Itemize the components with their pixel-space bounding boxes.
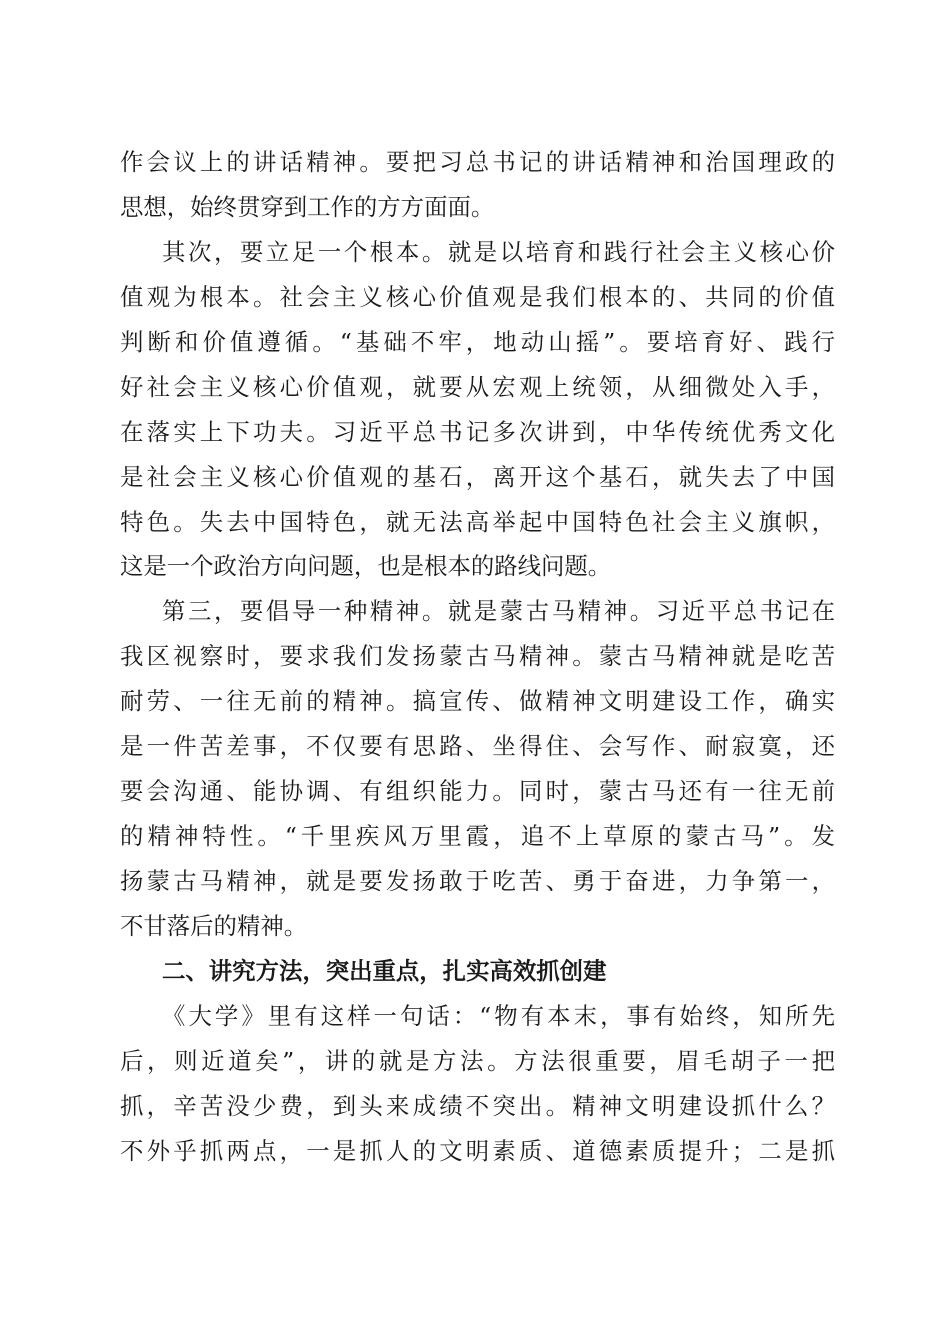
paragraph-line: 是社会主义核心价值观的基石，离开这个基石，就失去了中国 [120,463,835,491]
paragraph-line: 其次，要立足一个根本。就是以培育和践行社会主义核心价 [162,238,835,266]
paragraph-line: 不甘落后的精神。 [120,912,308,940]
paragraph-line: 在落实上下功夫。习近平总书记多次讲到，中华传统优秀文化 [120,418,835,446]
paragraph-line: 我区视察时，要求我们发扬蒙古马精神。蒙古马精神就是吃苦 [120,642,835,670]
paragraph-line: 的精神特性。“千里疾风万里霞，追不上草原的蒙古马”。发 [120,822,835,850]
paragraph-line: 扬蒙古马精神，就是要发扬敢于吃苦、勇于奋进，力争第一， [120,867,835,895]
paragraph-line: 特色。失去中国特色，就无法高举起中国特色社会主义旗帜， [120,508,835,536]
paragraph-line: 值观为根本。社会主义核心价值观是我们根本的、共同的价值 [120,283,835,311]
paragraph-line: 思想，始终贯穿到工作的方方面面。 [120,193,495,221]
paragraph-line: 要会沟通、能协调、有组织能力。同时，蒙古马还有一往无前 [120,777,835,805]
paragraph-line: 耐劳、一往无前的精神。搞宣传、做精神文明建设工作，确实 [120,687,835,715]
paragraph-line: 不外乎抓两点，一是抓人的文明素质、道德素质提升；二是抓 [120,1137,835,1165]
paragraph-line: 是一件苦差事，不仅要有思路、坐得住、会写作、耐寂寞，还 [120,732,835,760]
paragraph-line: 好社会主义核心价值观，就要从宏观上统领，从细微处入手， [120,373,835,401]
paragraph-line: 第三，要倡导一种精神。就是蒙古马精神。习近平总书记在 [162,597,835,625]
section-heading: 二、讲究方法，突出重点，扎实高效抓创建 [162,957,607,985]
paragraph-line: 判断和价值遵循。“基础不牢，地动山摇”。要培育好、践行 [120,328,835,356]
paragraph-line: 《大学》里有这样一句话：“物有本末，事有始终，知所先 [162,1002,835,1030]
paragraph-line: 后，则近道矣”，讲的就是方法。方法很重要，眉毛胡子一把 [120,1047,835,1075]
paragraph-line: 作会议上的讲话精神。要把习总书记的讲话精神和治国理政的 [120,148,835,176]
paragraph-line: 抓，辛苦没少费，到头来成绩不突出。精神文明建设抓什么？ [120,1092,835,1120]
paragraph-line: 这是一个政治方向问题，也是根本的路线问题。 [120,552,612,580]
